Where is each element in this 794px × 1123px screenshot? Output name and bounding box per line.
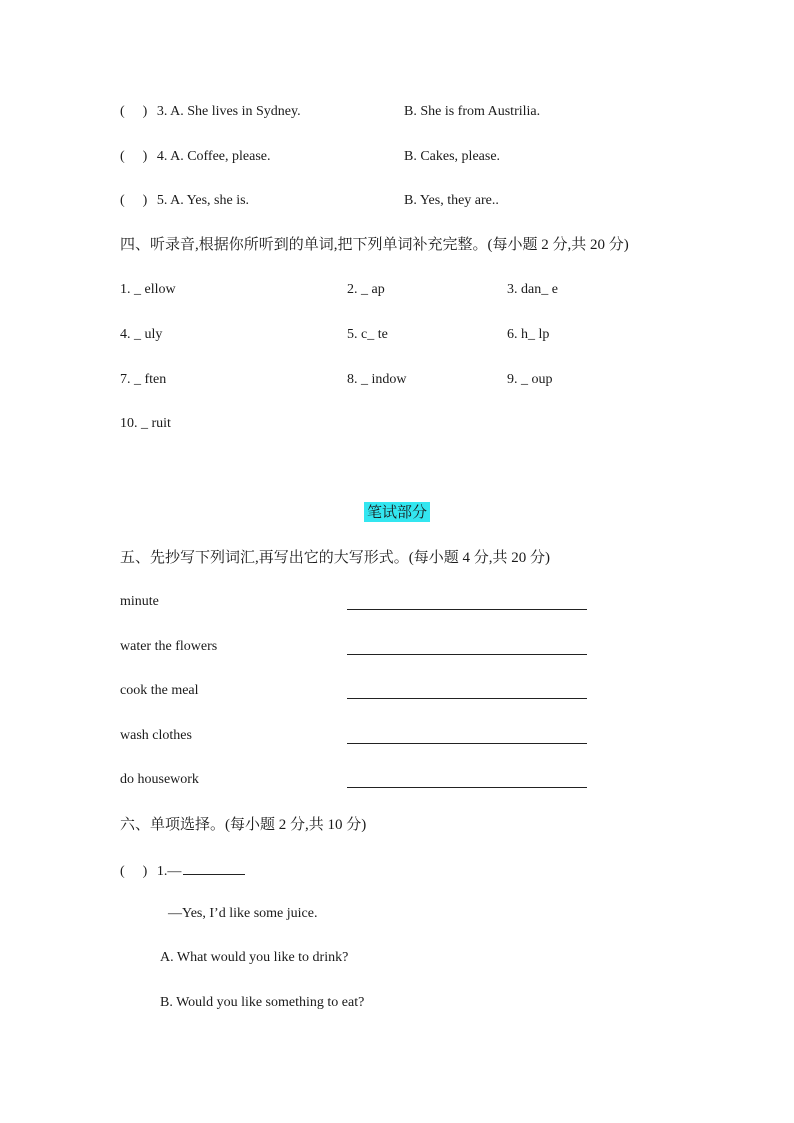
answer-line[interactable] — [347, 654, 587, 655]
copy-word: cook the meal — [120, 683, 199, 698]
word-item: 10. _ ruit — [120, 416, 171, 431]
question-row-1 — [120, 860, 245, 882]
answer-line[interactable] — [347, 698, 587, 699]
question-number: 3. — [156, 104, 168, 119]
answer-line[interactable] — [347, 743, 587, 744]
word-item: 2. _ ap — [347, 282, 385, 297]
answer-paren[interactable]: ( ) — [120, 149, 148, 164]
answer-paren[interactable]: ( ) — [120, 864, 148, 879]
section-4-heading: 四、听录音,根据你所听到的单词,把下列单词补充完整。(每小题 2 分,共 20 分) — [120, 237, 629, 253]
section-6-heading: 六、单项选择。(每小题 2 分,共 10 分) — [120, 817, 367, 833]
copy-word: water the flowers — [120, 639, 218, 654]
copy-word: wash clothes — [120, 728, 192, 743]
option-b: B. Yes, they are.. — [404, 193, 499, 208]
section-5-heading: 五、先抄写下列词汇,再写出它的大写形式。(每小题 4 分,共 20 分) — [120, 550, 550, 566]
option-b: B. She is from Austrilia. — [404, 104, 541, 119]
written-part-label: 笔试部分 — [364, 502, 430, 522]
question-number: 4. — [156, 149, 168, 164]
question-row-3 — [120, 102, 301, 122]
copy-word: minute — [120, 594, 159, 609]
copy-word: do housework — [120, 772, 199, 787]
word-item: 6. h_ lp — [507, 327, 550, 342]
word-item: 9. _ oup — [507, 372, 553, 387]
question-blank[interactable] — [183, 860, 245, 875]
question-number: 5. — [156, 193, 168, 208]
word-item: 3. dan_ e — [507, 282, 558, 297]
answer-paren[interactable]: ( ) — [120, 104, 148, 119]
option-a: A. She lives in Sydney. — [170, 104, 301, 119]
word-item: 5. c_ te — [347, 327, 388, 342]
word-item: 8. _ indow — [347, 372, 407, 387]
word-item: 7. _ ften — [120, 372, 167, 387]
question-row-4 — [120, 147, 271, 167]
word-item: 4. _ uly — [120, 327, 163, 342]
option-a: A. What would you like to drink? — [160, 950, 349, 965]
answer-line-text: —Yes, I’d like some juice. — [168, 906, 318, 921]
answer-line[interactable] — [347, 609, 587, 610]
option-b: B. Cakes, please. — [404, 149, 501, 164]
option-a: A. Coffee, please. — [170, 149, 271, 164]
answer-paren[interactable]: ( ) — [120, 193, 148, 208]
answer-line[interactable] — [347, 787, 587, 788]
option-b: B. Would you like something to eat? — [160, 995, 365, 1010]
option-a: A. Yes, she is. — [170, 193, 250, 208]
question-number: 1.— — [156, 864, 182, 879]
question-row-5 — [120, 191, 249, 211]
word-item: 1. _ ellow — [120, 282, 176, 297]
